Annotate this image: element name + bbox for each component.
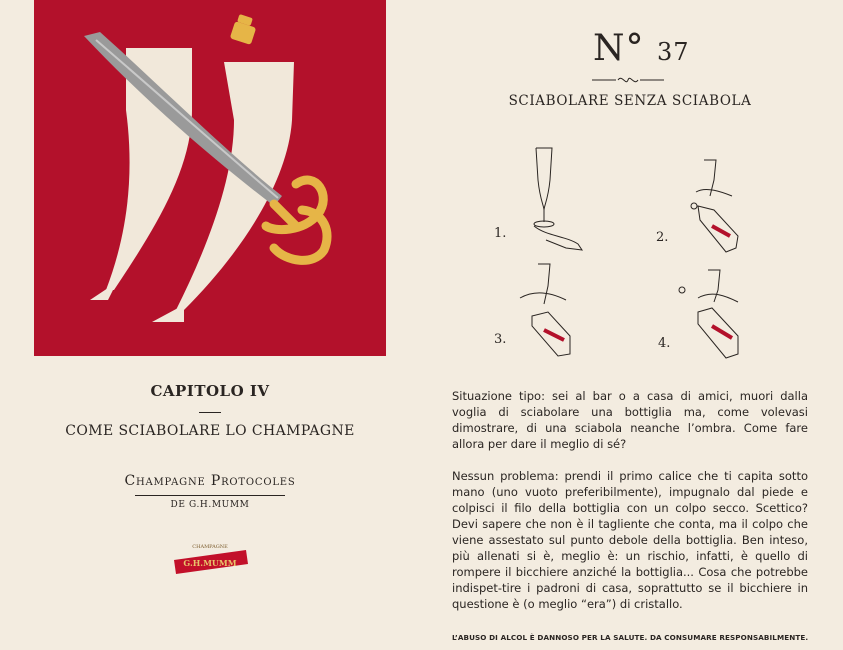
brand-divider bbox=[135, 495, 285, 496]
brand-subtitle: DE G.H.MUMM bbox=[170, 500, 250, 510]
paragraph-intro: Situazione tipo: sei al bar o a casa di amici, muori dalla voglia di sciabolare una bottiglia ma, come volevasi dimostrare, di una sciabola neanche l’ombra. Come fare allora per dare il meglio di sé? bbox=[452, 389, 808, 451]
logo-small-text: CHAMPAGNE bbox=[192, 544, 228, 550]
chapter-block bbox=[34, 356, 386, 584]
chapter-subtitle: COME SCIABOLARE LO CHAMPAGNE bbox=[65, 423, 355, 439]
entry-title: SCIABOLARE SENZA SCIABOLA bbox=[508, 93, 752, 109]
step-4-bottle-icon bbox=[679, 270, 738, 358]
entry-number bbox=[593, 28, 690, 69]
step-1-glass-hand-icon bbox=[534, 148, 582, 250]
chapter-title: CAPITOLO IV bbox=[150, 382, 270, 400]
mumm-logo bbox=[170, 540, 250, 580]
brand-block bbox=[34, 473, 386, 510]
paragraph-body: Nessun problema: prendi il primo calice che ti capita sotto mano (uno vuoto preferibilmente), impugnalo dal piede e colpisci il filo della bottiglia con un colpo secco. Scettico? Devi sapere che non è il tagliente che conta, ma il colpo che viene assestato sul punto debole della bottiglia. Ben inteso, più allenati si è, meglio è: un rischio, infatti, è quello di rompere il bicchiere anziché la bottiglia... Cosa che potrebbe indispet-tire i padroni di casa, soprattutto se il bicchiere in questione è (o meglio “era”) di cristallo. bbox=[452, 469, 808, 611]
entry-symbol: N° bbox=[593, 28, 645, 69]
health-disclaimer: L’ABUSO DI ALCOL È DANNOSO PER LA SALUTE. DA CONSUMARE RESPONSABILMENTE. bbox=[452, 633, 809, 642]
step-2-label: 2. bbox=[656, 230, 669, 245]
logo-text: G.H.MUMM bbox=[183, 558, 237, 568]
step-4-label: 4. bbox=[658, 336, 671, 351]
steps-drawings bbox=[486, 140, 786, 370]
entry-number-value: 37 bbox=[656, 38, 690, 66]
step-2-bottle-icon bbox=[691, 160, 738, 252]
step-3-label: 3. bbox=[494, 332, 507, 347]
divider bbox=[199, 412, 221, 413]
step-1-label: 1. bbox=[494, 226, 507, 241]
illustration bbox=[34, 0, 386, 356]
step-3-bottle-icon bbox=[520, 264, 570, 356]
champagne-sabre-illustration bbox=[34, 0, 386, 356]
flourish-icon bbox=[592, 74, 664, 86]
steps-illustration bbox=[486, 140, 786, 370]
brand-title: Champagne Protocoles bbox=[124, 473, 296, 489]
